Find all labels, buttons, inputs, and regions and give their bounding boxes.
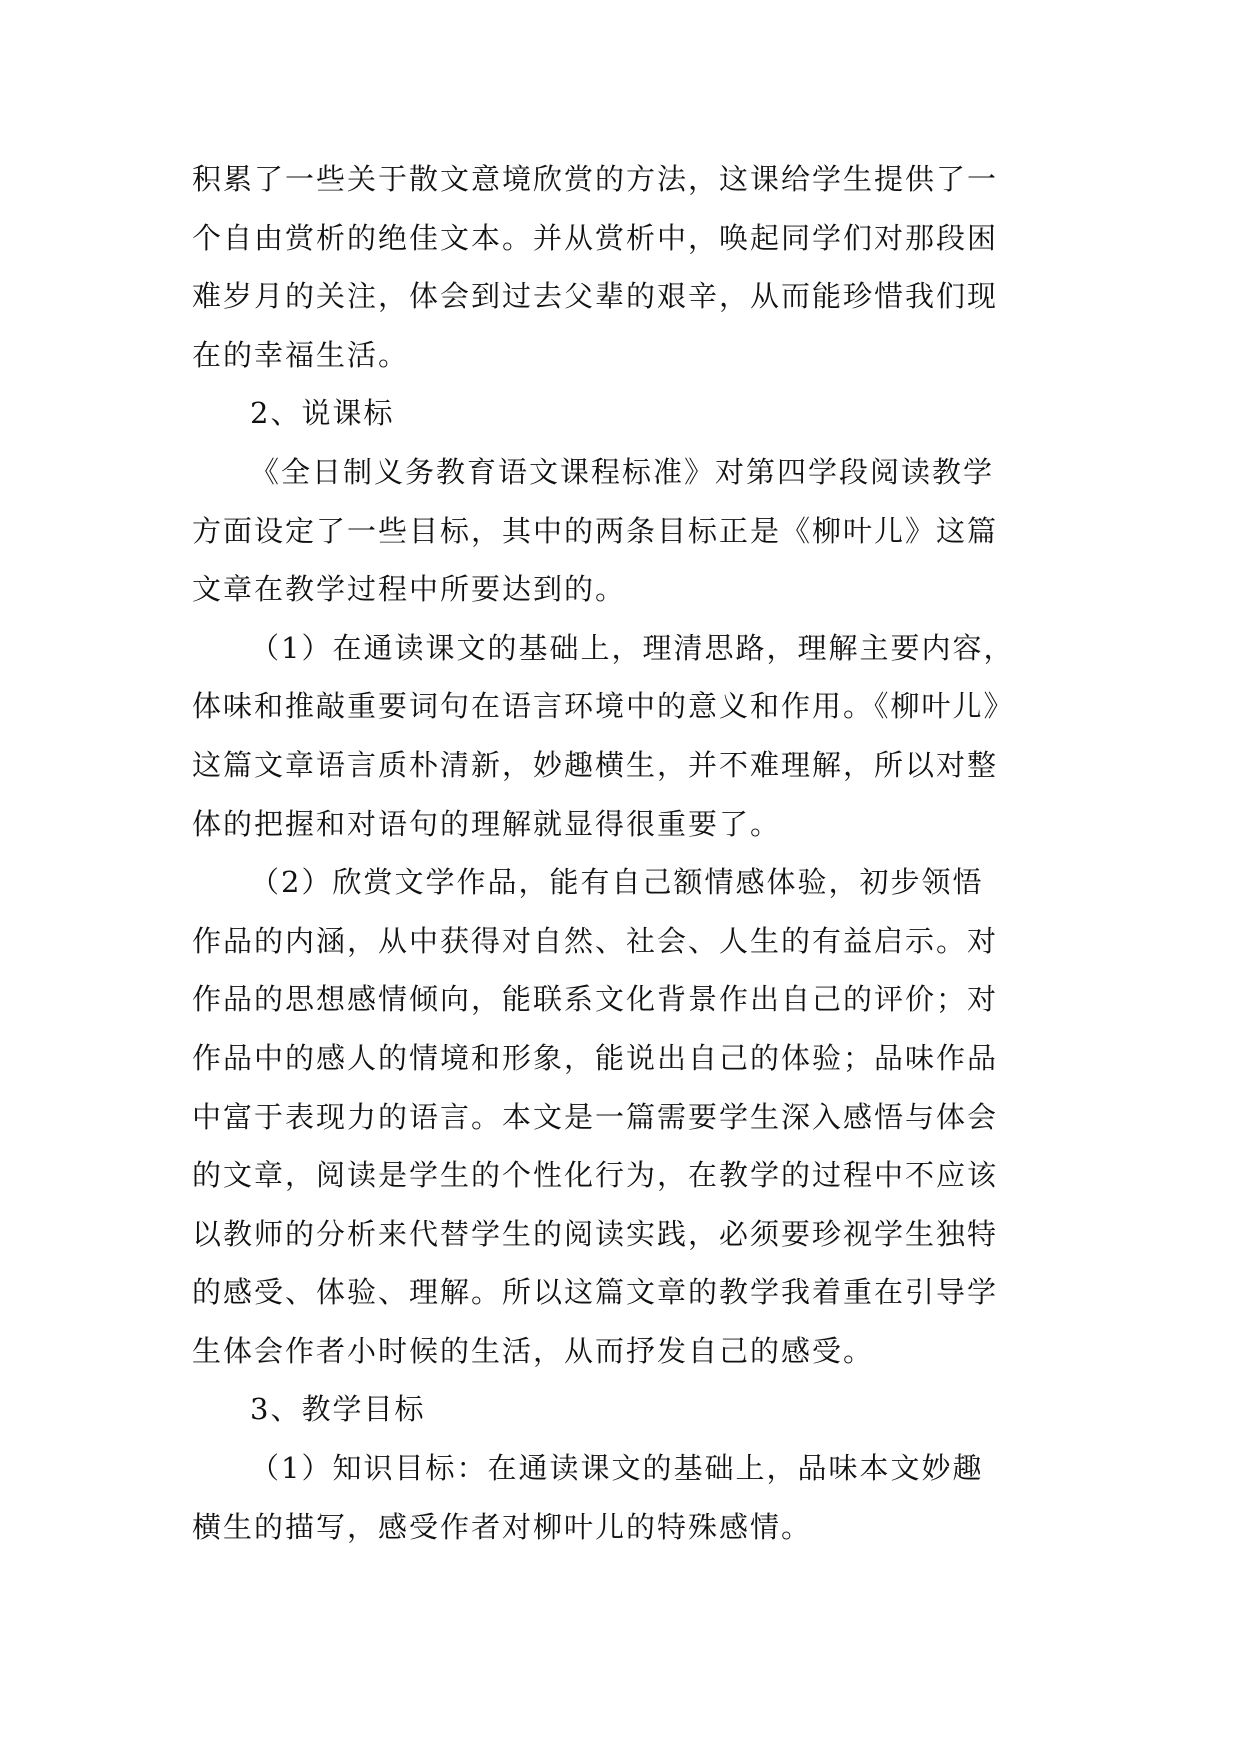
text-line: 作品的内涵，从中获得对自然、社会、人生的有益启示。对 [192, 923, 999, 958]
text-line: 中富于表现力的语言。本文是一篇需要学生深入感悟与体会 [192, 1099, 999, 1134]
text-line: 的文章，阅读是学生的个性化行为，在教学的过程中不应该 [192, 1158, 999, 1193]
text-line: 难岁月的关注，体会到过去父辈的艰辛，从而能珍惜我们现 [192, 279, 999, 314]
document-body [192, 150, 1062, 1556]
text-line: 作品的思想感情倾向，能联系文化背景作出自己的评价；对 [192, 982, 999, 1017]
text-line: 方面设定了一些目标，其中的两条目标正是《柳叶儿》这篇 [192, 513, 999, 548]
text-line: 积累了一些关于散文意境欣赏的方法，这课给学生提供了一 [192, 162, 999, 196]
text-line: 这篇文章语言质朴清新，妙趣横生，并不难理解，所以对整 [192, 747, 999, 782]
text-line: 个自由赏析的绝佳文本。并从赏析中，唤起同学们对那段困 [192, 220, 999, 255]
text-line: 生体会作者小时候的生活，从而抒发自己的感受。 [192, 1333, 875, 1368]
text-line: 作品中的感人的情境和形象，能说出自己的体验；品味作品 [192, 1040, 999, 1075]
text-line: 体味和推敲重要词句在语言环境中的意义和作用。《柳叶儿》 [192, 689, 1015, 724]
section-heading: 2、说课标 [250, 396, 395, 431]
text-line: （1）知识目标：在通读课文的基础上，品味本文妙趣 [250, 1451, 984, 1486]
text-line: 以教师的分析来代替学生的阅读实践，必须要珍视学生独特 [192, 1216, 999, 1251]
text-line: 在的幸福生活。 [192, 337, 410, 372]
text-line: 体的把握和对语句的理解就显得很重要了。 [192, 806, 782, 841]
text-line: 文章在教学过程中所要达到的。 [192, 572, 627, 607]
section-heading: 3、教学目标 [250, 1392, 426, 1427]
text-line: （2）欣赏文学作品，能有自己额情感体验，初步领悟 [250, 865, 984, 900]
text-line: 《全日制义务教育语文课程标准》对第四学段阅读教学 [250, 454, 995, 489]
text-line: （1）在通读课文的基础上，理清思路，理解主要内容， [250, 630, 1015, 665]
text-line: 横生的描写，感受作者对柳叶儿的特殊感情。 [192, 1509, 813, 1544]
text-line: 的感受、体验、理解。所以这篇文章的教学我着重在引导学 [192, 1275, 999, 1310]
